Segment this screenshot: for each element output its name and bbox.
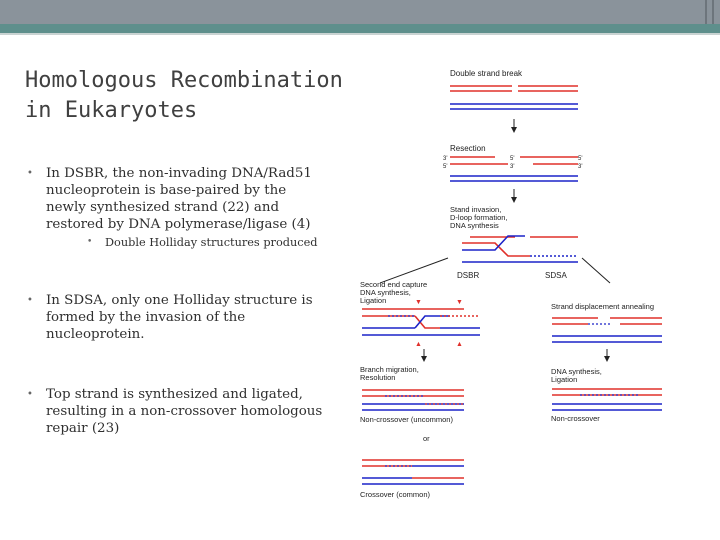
label-second-end: Second end capture bbox=[360, 280, 428, 289]
label-resolution: Resolution bbox=[360, 373, 396, 382]
label-or: or bbox=[423, 434, 430, 443]
label-dloop: D-loop formation, bbox=[450, 213, 508, 222]
label-resection: Resection bbox=[450, 144, 486, 153]
slide-title-line1: Homologous Recombination bbox=[25, 68, 343, 93]
label-dsbr: DSBR bbox=[457, 271, 480, 280]
svg-text:▼: ▼ bbox=[456, 299, 463, 306]
label-crossover-common: Crossover (common) bbox=[360, 490, 431, 499]
bullet-marker: • bbox=[27, 295, 33, 306]
label-strand-invasion: Stand invasion, bbox=[450, 205, 502, 214]
end-label: 5' bbox=[443, 164, 448, 170]
label-strand-displacement: Strand displacement annealing bbox=[551, 302, 654, 311]
bullet-marker: • bbox=[27, 389, 33, 400]
label-double-strand-break: Double strand break bbox=[450, 69, 523, 78]
label-noncrossover: Non-crossover bbox=[551, 414, 600, 423]
label-ligation-sdsa: Ligation bbox=[551, 375, 578, 384]
sdsa-annealing-strands bbox=[552, 318, 662, 342]
dsb-strands bbox=[450, 86, 578, 109]
bullet-marker: • bbox=[27, 168, 33, 179]
svg-text:▲: ▲ bbox=[415, 341, 422, 348]
end-label: 5' bbox=[510, 156, 515, 162]
slide-title-line2: in Eukaryotes bbox=[25, 98, 198, 123]
sdsa-noncrossover-strands bbox=[552, 389, 662, 410]
label-dna-synthesis: DNA synthesis, bbox=[360, 288, 411, 297]
bullet-text: In DSBR, the non-invading DNA/Rad51 nucleoprotein is base-paired by the newly synthesized strand (22) and restored by DNA polymerase/ligase (4) bbox=[46, 166, 312, 232]
crossover-strands bbox=[362, 460, 464, 484]
double-holliday-strands bbox=[362, 299, 480, 348]
label-noncrossover-uncommon: Non-crossover (uncommon) bbox=[360, 415, 453, 424]
end-label: 3' bbox=[443, 156, 448, 162]
label-sdsa: SDSA bbox=[545, 271, 567, 280]
label-dna-synthesis: DNA synthesis bbox=[450, 221, 499, 230]
invasion-strands bbox=[462, 236, 578, 262]
noncrossover-uncommon-strands bbox=[362, 390, 464, 410]
label-branch-migration: Branch migration, bbox=[360, 365, 419, 374]
svg-text:▼: ▼ bbox=[415, 299, 422, 306]
bullet-text: Double Holliday structures produced bbox=[105, 236, 318, 249]
label-dna-synthesis-sdsa: DNA synthesis, bbox=[551, 367, 602, 376]
bullet-text: Top strand is synthesized and ligated, resulting in a non-crossover homologous repair (23) bbox=[46, 387, 323, 436]
svg-text:▲: ▲ bbox=[456, 341, 463, 348]
arrow-to-sdsa bbox=[582, 258, 610, 283]
bullet-marker: • bbox=[87, 237, 93, 247]
end-label: 5' bbox=[578, 156, 583, 162]
end-label: 3' bbox=[578, 164, 583, 170]
end-label: 3' bbox=[510, 164, 515, 170]
label-ligation: Ligation bbox=[360, 296, 387, 305]
bullet-text: In SDSA, only one Holliday structure is formed by the invasion of the nucleoprotein. bbox=[46, 293, 313, 342]
